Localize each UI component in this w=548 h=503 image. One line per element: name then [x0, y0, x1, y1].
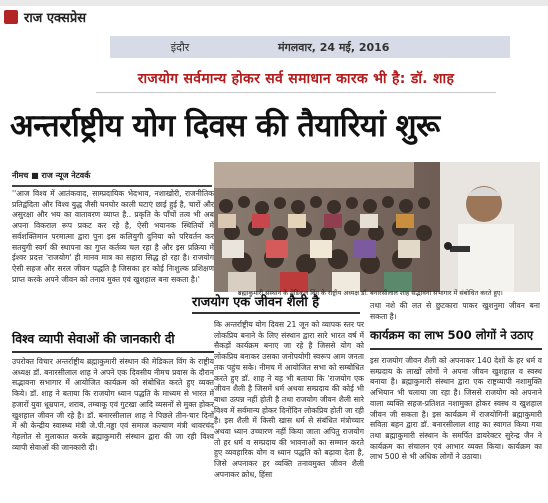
audience-photo-illustration — [214, 162, 540, 292]
subheading-global-services-rule — [12, 351, 214, 353]
subheading-lifestyle: राजयोग एक जीवन शैली है — [192, 295, 320, 310]
subheading-500-people-rule — [370, 348, 542, 350]
continuation-paragraph: तथा नशे की लत से छुटकारा पाकर खुशनुमा जीवन बना सकता है। — [370, 301, 540, 321]
dateline-bar — [110, 36, 510, 58]
dateline-date: मंगलवार, 24 मई, 2016 — [278, 40, 390, 54]
body-column-middle: कि अन्तर्राष्ट्रीय योग दिवस 21 जून को व्यापक स्तर पर लोकप्रिय बनाने के लिए संस्थान द्वारा सारे भारत वर्ष में सैकड़ों कार्यक्रम बनाए जा रहे है जिससे योग को लोकप्रिय बनाकर उसका जनोपयोगी स्वरूप आम जनता तक पहुंच सके। नीमच में आयोजित सभा को सम्बोधित करते हुए डॉ. शाह ने यह भी बताया कि 'राजयोग एक जीवन शैली है जिसमें धर्म अथवा सम्प्रदाय की कोई भी बाधा उत्पन्न नहीं होती है तथा राजयोग जीवन शैली सारे विश्व में सर्वमान्य होकर दिनोंदिन लोकप्रिय होती जा रही है। इस शैली में किसी खास धर्म से संबंधित मंत्रोच्चार अथवा ध्यान उच्चारण नहीं किया जाता अपितु राजयोग तो हर धर्म व सम्प्रदाय की भावनाओं का सम्मान करते हुए व्यवहारिक योग व ध्यान पद्धति को बढ़ावा देता है, जिसे अपनाकर हर व्यक्ति तनावमुक्त जीवन शैली अपनाकर क्रोध, हिंसा — [214, 320, 364, 479]
body-column-right: इस राजयोग जीवन शैली को अपनाकर 140 देशों के हर धर्म व सम्प्रदाय के लाखों लोगों ने अपना जीवन खुशहाल व स्वस्थ बनाया है। ब्रह्माकुमारी संस्थान द्वारा एक राष्ट्रव्यापी नशामुक्ति अभियान भी चलाया जा रहा है। जिससे राजयोग को अपनाने वाला व्यक्ति सहज-प्रतिशत नशामुक्त होकर स्वस्थ व खुशहाल जीवन जी सकता है। इस कार्यक्रम में राजयोगिनी ब्रह्माकुमारी सविता बहन द्वारा डॉ. बनारसीलाल शाह का स्वागत किया गया तथा ब्रह्माकुमारी संस्थान के समर्पित डायरेक्टर सुरेन्द्र जैन ने कार्यक्रम का संचालन एवं आभार व्यक्त किया। कार्यक्रम का लाभ 500 से भी अधिक लोगों ने उठाया। — [370, 356, 542, 462]
article-headline: अन्तर्राष्ट्रीय योग दिवस की तैयारियां शुरू — [10, 108, 440, 144]
article-byline: नीमच ■ राज न्यूज नेटवर्क — [12, 171, 91, 180]
newspaper-logo-icon — [4, 10, 18, 24]
news-photo — [214, 162, 540, 292]
lead-paragraph: ''आज विश्व में आतंकवाद, साम्प्रदायिक भेदभाव, नशाखोरी, राजनीतिक प्रतिद्वंदिता और विश्व युद्ध जैसी घनघोर काली घटाएं छाई हुई है, चारों और असुरक्षा और भय का वातावरण व्याप्त है.. प्रकृति के पाँचों तत्व भी अब अपना विकराल रूप प्रकट कर रहे है, ऐसी भयानक स्थितियों में सर्वशक्तिमान परमात्मा द्वारा पुनः इस कलियुगी दुनिया को परिवर्तन कर सतयुगी स्वर्ग की स्थापना का गुप्त कर्तव्य चल रहा है और इस प्रक्रिया में ईश्वर प्रदत्त 'राजयोग' ही मानव मात्र का सहारा सिद्ध हो रहा है। राजयोग ऐसी सहज और सरल जीवन पद्धति है जिसका हर कोई निःशुल्क प्रशिक्षण प्राप्त करके अपने जीवन को तनाव मुक्त एवं खुशहाल बना सकता है।' — [12, 189, 214, 284]
subheading-500-people: कार्यक्रम का लाभ 500 लोगों ने उठाए — [370, 328, 534, 342]
dateline-city: इंदौर — [170, 40, 190, 54]
newspaper-name: राज एक्सप्रेस — [24, 11, 87, 26]
body-column-left: उपरोक्त विचार अन्तर्राष्ट्रीय ब्रह्माकुमारी संस्थान की मेडिकल विंग के राष्ट्रीय अध्यक्ष डॉ. बनारसीलाल शाह ने अपने एक दिवसीय नीमच प्रवास के दौरान सद्भावना सभागार में आयोजित कार्यक्रम को संबोधित करते हुए व्यक्त किये। डॉ. शाह ने बताया कि राजयोग ध्यान पद्धति के माध्यम से भारत में हजारों युवा धूम्रपान, शराब, तम्बाकू एवं गुटखा आदि व्यसनों से मुक्त होकर खुशहाल जीवन जी रहे है। डॉ. बनारसीलाल शाह ने पिछले तीन-चार दिनों में श्री केन्द्रीय स्वास्थ्य मंत्री जे.पी.नड्डा एवं समाज कल्याण मंत्री थावरचंद गेहलोत से मुलाकात करके ब्रह्माकुमारी संस्थान द्वारा की जा रही विश्व व्यापी सेवाओं की जानकारी दी। — [12, 357, 214, 452]
subheading-global-services: विश्व व्यापी सेवाओं की जानकारी दी — [12, 331, 175, 346]
subheading-lifestyle-rule — [192, 312, 360, 314]
photo-caption: ब्रह्माकुमारी संस्थान के मेडिकल विंग के राष्ट्रीय अध्यक्ष डॉ. बनारसीलाल शाह सद्भावना सभागार में संबोधित करते हुए। — [238, 289, 503, 297]
masthead — [0, 6, 548, 28]
kicker-rule — [96, 92, 496, 93]
kicker — [96, 66, 496, 90]
kicker-text: राजयोग सर्वमान्य होकर सर्व समाधान कारक भी है: डॉ. शाह — [137, 70, 455, 87]
byline-rule — [12, 185, 212, 187]
